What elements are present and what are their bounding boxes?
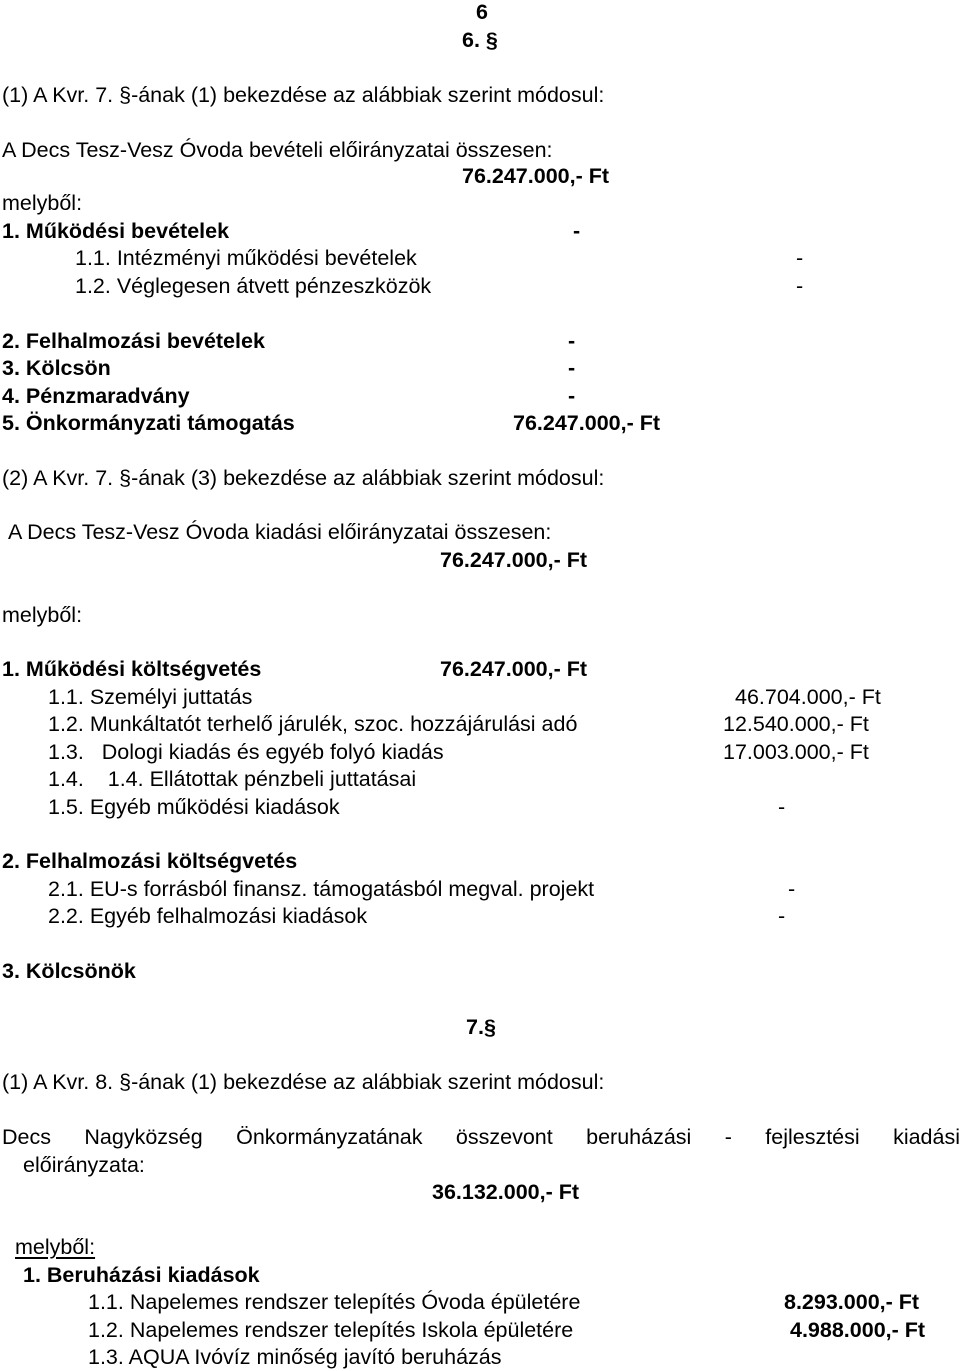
exp-row-1-value: 76.247.000,- Ft bbox=[440, 657, 588, 681]
exp-row-10-label: 3. Kölcsönök bbox=[2, 959, 136, 983]
exp-row-3-label: 1.2. Munkáltatót terhelő járulék, szoc. hozzájárulási adó bbox=[48, 712, 578, 736]
inv-row-1-value: 8.293.000,- Ft bbox=[784, 1290, 920, 1314]
exp-row-6-value: - bbox=[778, 795, 786, 819]
rev-row-2-value: - bbox=[796, 246, 804, 270]
exp-row-4-value: 17.003.000,- Ft bbox=[723, 740, 869, 764]
s7-para1-justified-line bbox=[2, 1127, 960, 1149]
s7-para1-total: 36.132.000,- Ft bbox=[432, 1180, 580, 1204]
exp-row-7-label: 2. Felhalmozási költségvetés bbox=[2, 849, 298, 873]
s6-para2-total: 76.247.000,- Ft bbox=[440, 548, 588, 572]
s7-word-1: Decs bbox=[2, 1125, 51, 1149]
exp-row-2-value: 46.704.000,- Ft bbox=[735, 685, 881, 709]
rev-row-1-value: - bbox=[573, 219, 581, 243]
s6-para2-line: A Decs Tesz-Vesz Óvoda kiadási előirányzatai összesen: bbox=[8, 520, 552, 544]
s7-word-5: beruházási bbox=[586, 1125, 692, 1149]
exp-row-8-value: - bbox=[788, 877, 796, 901]
exp-row-4-label: 1.3. Dologi kiadás és egyéb folyó kiadás bbox=[48, 740, 444, 764]
rev-row-6-value: - bbox=[568, 384, 576, 408]
exp-row-5-label: 1.4. 1.4. Ellátottak pénzbeli juttatásai bbox=[48, 767, 417, 791]
s6-para1-total: 76.247.000,- Ft bbox=[462, 164, 610, 188]
rev-row-3-value: - bbox=[796, 274, 804, 298]
exp-row-3-value: 12.540.000,- Ft bbox=[723, 712, 869, 736]
section-6-heading: 6. § bbox=[462, 28, 498, 52]
exp-row-6-label: 1.5. Egyéb működési kiadások bbox=[48, 795, 340, 819]
s6-para1-line: A Decs Tesz-Vesz Óvoda bevételi előirányzatai összesen: bbox=[2, 138, 553, 162]
inv-heading: 1. Beruházási kiadások bbox=[23, 1263, 260, 1287]
rev-row-4-label: 2. Felhalmozási bevételek bbox=[2, 329, 265, 353]
s6-melybol-1: melyből: bbox=[2, 191, 83, 215]
rev-row-4-value: - bbox=[568, 329, 576, 353]
s7-word-6: - bbox=[724, 1125, 732, 1149]
s7-melybol: melyből: bbox=[15, 1235, 96, 1259]
s7-word-2: Nagyközség bbox=[84, 1125, 203, 1149]
rev-row-6-label: 4. Pénzmaradvány bbox=[2, 384, 190, 408]
s7-para1-title: (1) A Kvr. 8. §-ának (1) bekezdése az alábbiak szerint módosul: bbox=[2, 1070, 605, 1094]
section-7-number: 7. bbox=[466, 1015, 484, 1039]
exp-row-8-label: 2.1. EU-s forrásból finansz. támogatásból megval. projekt bbox=[48, 877, 595, 901]
s7-word-8: kiadási bbox=[893, 1125, 960, 1149]
s6-para1-title: (1) A Kvr. 7. §-ának (1) bekezdése az alábbiak szerint módosul: bbox=[2, 83, 605, 107]
s7-word-3: Önkormányzatának bbox=[236, 1125, 423, 1149]
inv-row-1-label: 1.1. Napelemes rendszer telepítés Óvoda épületére bbox=[88, 1290, 581, 1314]
section-7-heading: 7.§ bbox=[466, 1015, 496, 1039]
s7-para1-line2: előirányzata: bbox=[23, 1153, 145, 1177]
inv-row-3-label: 1.3. AQUA Ivóvíz minőség javító beruházás bbox=[88, 1345, 502, 1369]
exp-row-9-label: 2.2. Egyéb felhalmozási kiadások bbox=[48, 904, 368, 928]
rev-row-2-label: 1.1. Intézményi működési bevételek bbox=[75, 246, 417, 270]
exp-row-1-label: 1. Működési költségvetés bbox=[2, 657, 262, 681]
page-number: 6 bbox=[476, 0, 488, 24]
exp-row-2-label: 1.1. Személyi juttatás bbox=[48, 685, 253, 709]
s6-melybol-2: melyből: bbox=[2, 603, 83, 627]
section-6-number: 6. bbox=[462, 28, 480, 52]
inv-row-2-label: 1.2. Napelemes rendszer telepítés Iskola épületére bbox=[88, 1318, 574, 1342]
s7-word-4: összevont bbox=[455, 1125, 553, 1149]
exp-row-9-value: - bbox=[778, 904, 786, 928]
rev-row-7-value: 76.247.000,- Ft bbox=[513, 411, 661, 435]
s6-para2-title: (2) A Kvr. 7. §-ának (3) bekezdése az alábbiak szerint módosul: bbox=[2, 466, 605, 490]
rev-row-7-label: 5. Önkormányzati támogatás bbox=[2, 411, 295, 435]
rev-row-3-label: 1.2. Véglegesen átvett pénzeszközök bbox=[75, 274, 432, 298]
rev-row-5-label: 3. Kölcsön bbox=[2, 356, 111, 380]
s7-word-7: fejlesztési bbox=[765, 1125, 860, 1149]
rev-row-1-label: 1. Működési bevételek bbox=[2, 219, 230, 243]
inv-row-2-value: 4.988.000,- Ft bbox=[790, 1318, 926, 1342]
rev-row-5-value: - bbox=[568, 356, 576, 380]
